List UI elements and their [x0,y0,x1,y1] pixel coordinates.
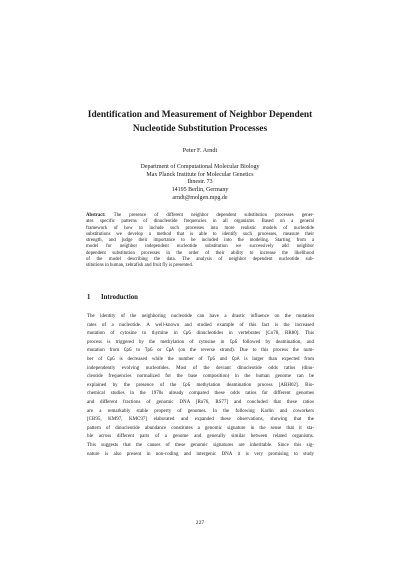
dinucleotide-code: CpG [123,348,132,354]
abstract-line: ates specific patterns of dinucleotide frequencies in all organisms. Based on a general [86,219,314,225]
body-line: process is triggered by the methylation of cytosine in CpG followed by deamination, and [87,339,314,345]
body-line: ber of CpG is decreased while the number of TpG and CpA is larger than expected from [87,356,314,362]
body-line: [CB95, KM97, KMC97] elaborated and expanded these observations, showing that the [87,417,314,423]
abstract-line: framework of how to include such processes into more realistic models of nucleotide [86,225,314,231]
dinucleotide-code: TpG [207,356,216,362]
section-number: 1 [87,294,91,301]
dinucleotide-code: TpG [144,348,153,354]
affiliation-institute: Max Planck Institute for Molecular Genetics [146,171,254,178]
section-heading [87,294,138,301]
body-text [87,313,314,459]
abstract [86,213,314,270]
paper-title [60,108,340,136]
abstract-label: Abstract: [86,213,106,218]
abstract-line: model for neighbor independent nucleotide substitution we successively add neighbor [86,244,314,250]
body-line: This suggests that the causes of these genomic signatures are inheritable. Since this sig- [87,442,314,448]
title-line-1: Identification and Measurement of Neighbor Dependent [87,110,313,120]
author-email: arndt@molgen.mpg.de [172,194,228,201]
abstract-line: stitutions in human, zebrafish and fruit fly is presented. [86,263,194,269]
dinucleotide-code: CpG [182,382,191,388]
title-line-2: Nucleotide Substitution Processes [132,124,268,134]
section-title: Introduction [101,294,138,301]
abstract-line: substitutions we develop a method that is able to identify such processes, measure their [86,231,314,237]
affiliation-city: 14195 Berlin, Germany [171,187,229,194]
body-line: ble across different parts of a genome and generally similar between related organisms. [87,434,314,440]
body-line: pattern of dinucleotide abundance constitutes a genomic signature in the sense that it sta- [87,425,314,431]
body-line: mutation of cytosine to thymine in CpG dinucleotides in vertebrates [Co78, RR80]. This [87,331,314,337]
dinucleotide-code: CpG [229,339,238,345]
dinucleotide-code: CpG [106,356,115,362]
body-line: and different fractions of genomic DNA [Ru76, RS77] and concluded that these ratios [87,399,314,405]
dinucleotide-code: CpA [166,348,174,354]
body-line: The identity of the neighboring nucleotide can have a drastic influence on the mutation [87,314,314,319]
abstract-line: of the model describing the data. The analysis of neighbor dependent nucleotide sub- [86,256,314,262]
page-number: 227 [195,520,205,526]
body-line: explained by the presence of the CpG methylation deamination process [ABH02]. Bio- [87,382,314,388]
affiliation-block [60,164,340,203]
body-line: nature is also present in non-coding and intergenic DNA it is very promising to study [87,451,314,457]
body-line: are a remarkably stable property of genomes. In the following Karlin and coworkers [87,408,314,414]
abstract-line: dependent substitution processes in the order of their ability to increase the likelihood [86,250,314,256]
affiliation-street: Ihnestr. 73 [187,179,213,186]
abstract-line: Abstract: The presence of different neighbor dependent substitution processes gener- [86,213,314,218]
dinucleotide-code: CpA [231,356,240,362]
body-line: independently evolving nucleotides. Most of the deviant dinucleotide odds ratios (dinu- [87,365,314,371]
author-name: Peter F. Arndt [182,147,218,154]
body-line: rates of a nucleotide. A well-known and studied example of this fact is the increased [87,322,314,328]
abstract-line: strength, and judge their importance to be included into the modeling. Starting from a [86,238,314,244]
body-line: mutation from CpG to TpG or CpA (on the reverse strand). Due to this process the num- [87,348,315,354]
body-line: cleotide frequencies normalized for the base composition) in the human genome can be [87,374,314,380]
body-line: chemical studies in the 1970s already compared these odds ratios for different genomes [87,391,314,397]
affiliation-department: Department of Computational Molecular Biology [140,164,260,170]
dinucleotide-code: CpG [183,331,191,337]
